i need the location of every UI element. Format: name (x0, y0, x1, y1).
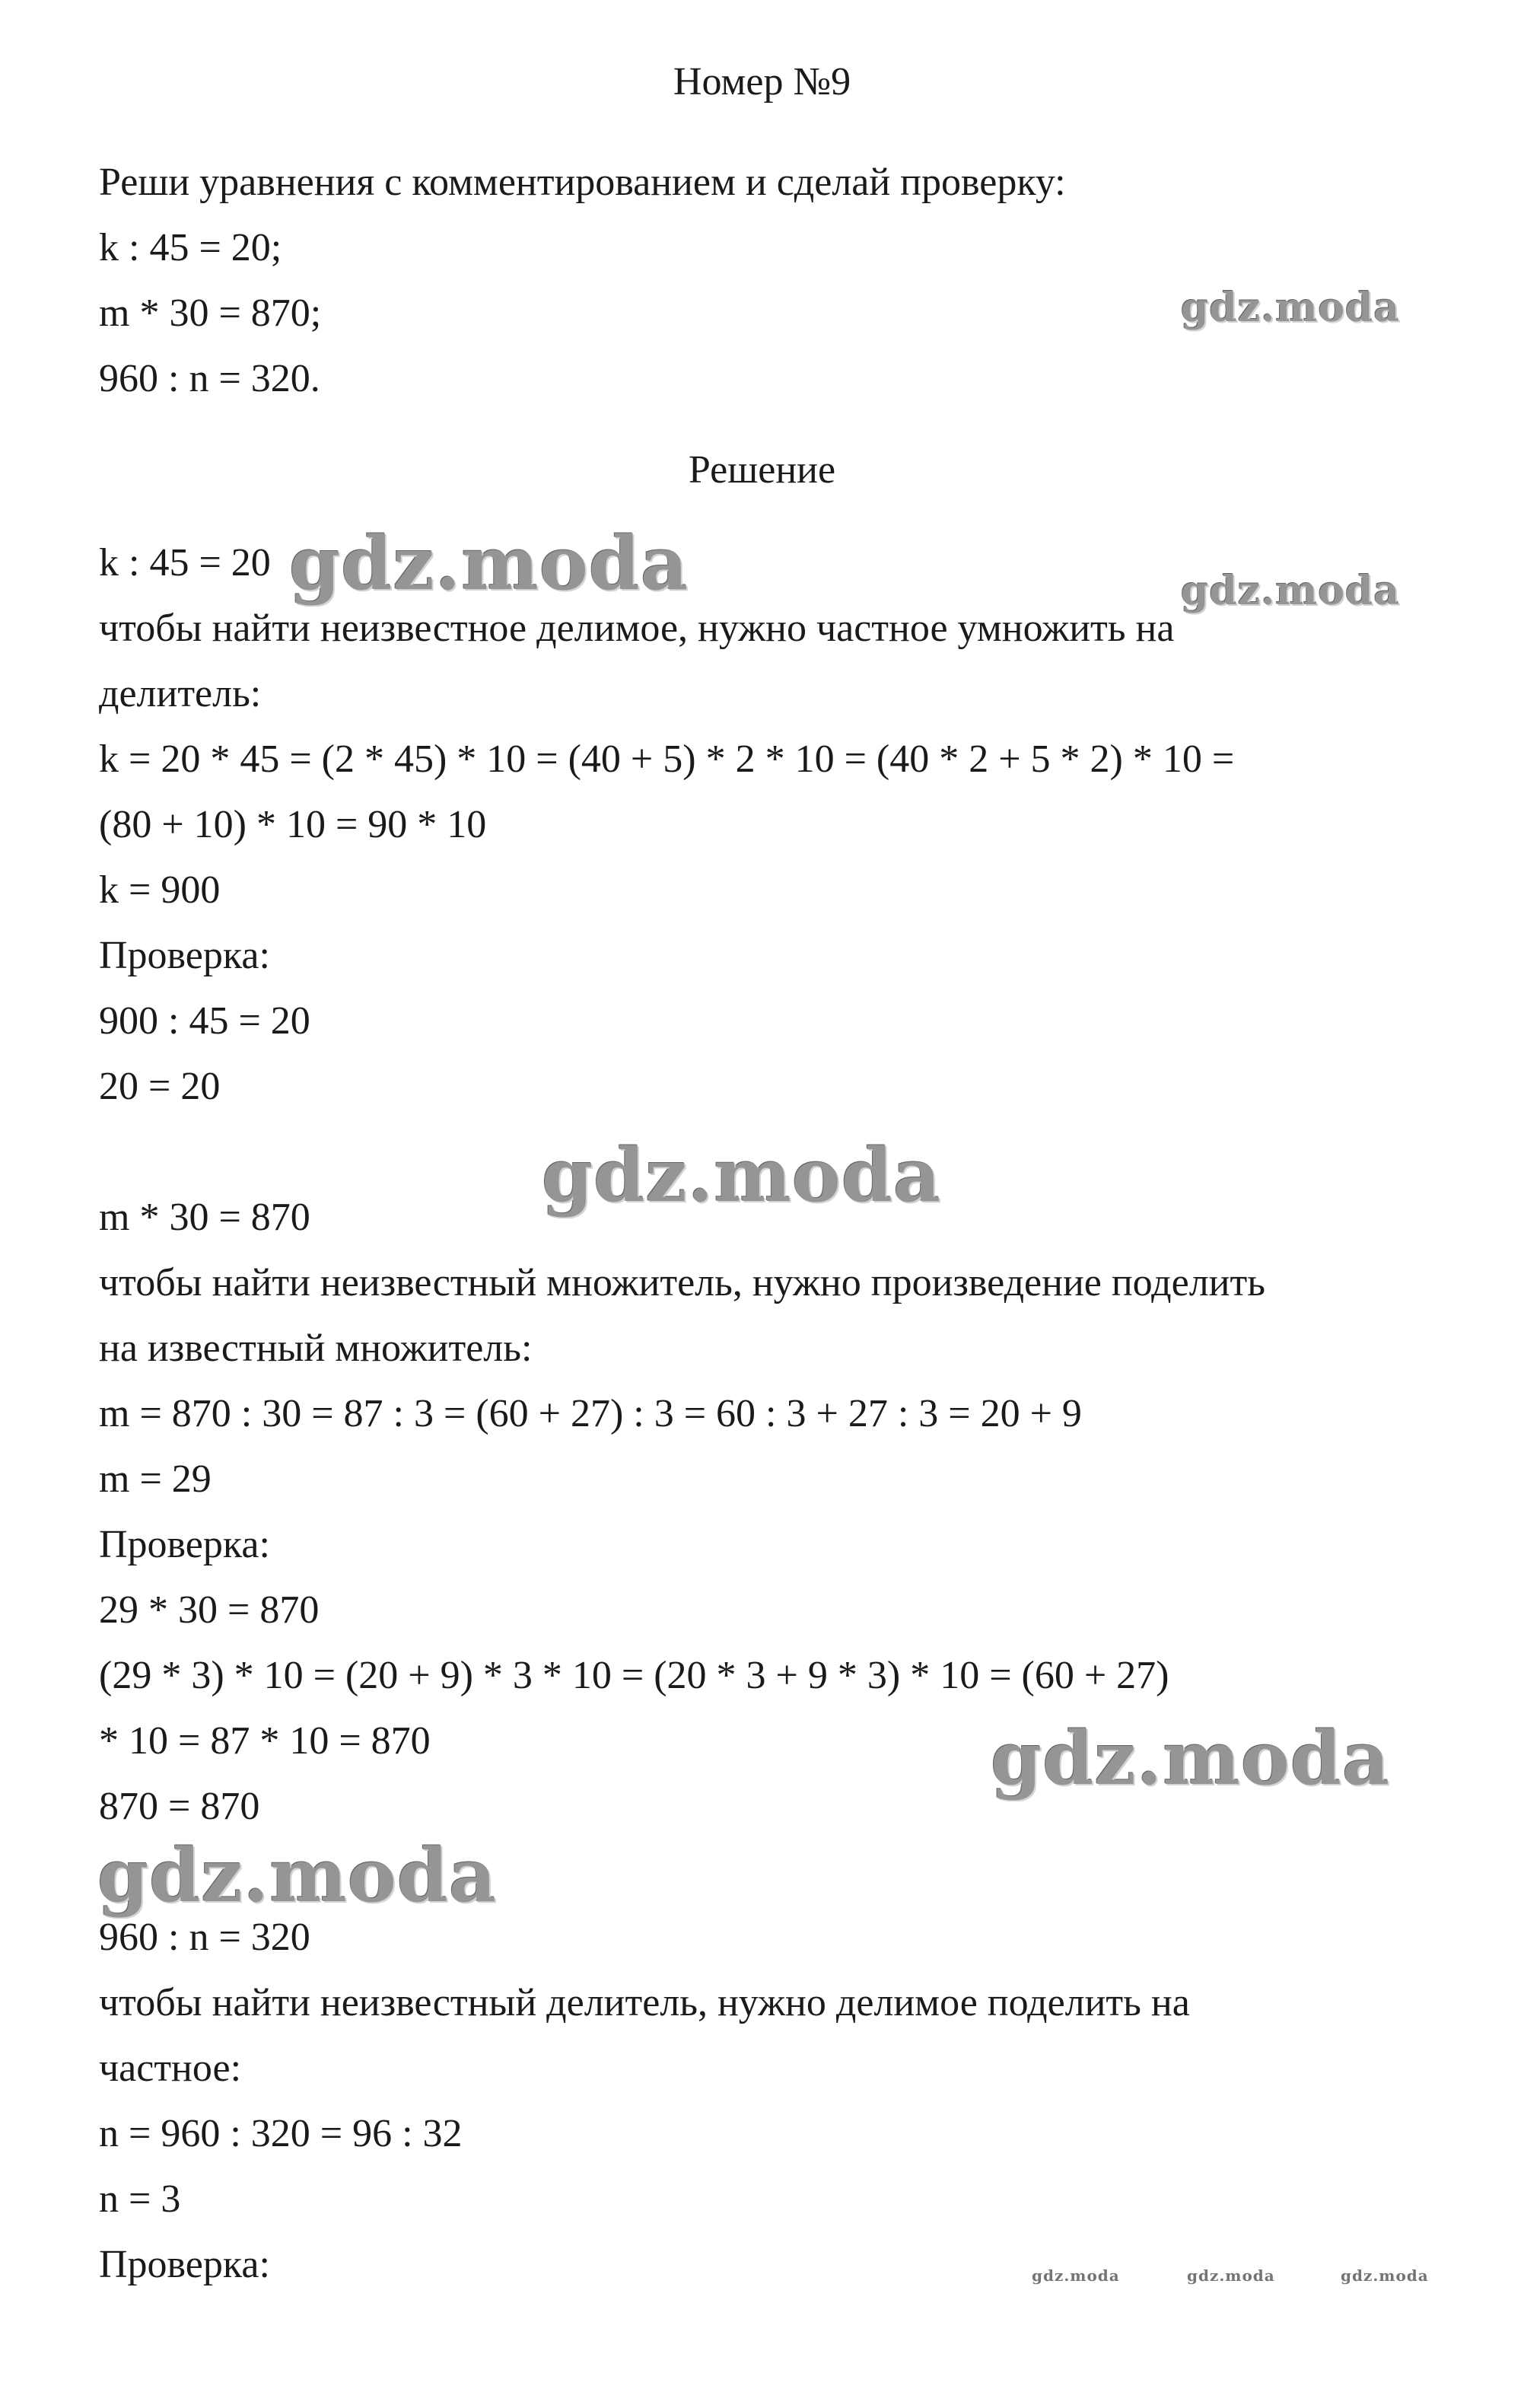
part2-check-3: * 10 = 87 * 10 = 870 (99, 1719, 431, 1763)
part1-calc-1: k = 20 * 45 = (2 * 45) * 10 = (40 + 5) * 2 * 10 = (40 * 2 + 5 * 2) * 10 = (99, 737, 1235, 781)
part2-result: m = 29 (99, 1457, 212, 1501)
watermark: gdz.moda (542, 1132, 942, 1218)
watermark: gdz.moda (991, 1715, 1391, 1801)
part2-equation: m * 30 = 870 (99, 1196, 310, 1239)
part1-calc-2: (80 + 10) * 10 = 90 * 10 (99, 803, 487, 846)
part2-comment-1: чтобы найти неизвестный множитель, нужно произведение поделить (99, 1261, 1265, 1304)
page-title: Номер №9 (673, 60, 851, 104)
part3-comment-1: чтобы найти неизвестный делитель, нужно делимое поделить на (99, 1981, 1190, 2024)
part2-check-label: Проверка: (99, 1523, 270, 1566)
watermark: gdz.moda (1181, 285, 1401, 331)
part3-calc-1: n = 960 : 320 = 96 : 32 (99, 2112, 463, 2155)
part2-comment-2: на известный множитель: (99, 1327, 533, 1370)
task-equation-3: 960 : n = 320. (99, 357, 320, 400)
part1-comment-2: делитель: (99, 672, 262, 715)
part1-check-1: 900 : 45 = 20 (99, 999, 310, 1043)
watermark: gdz.moda (289, 521, 689, 607)
task-equation-2: m * 30 = 870; (99, 291, 322, 335)
part2-check-2: (29 * 3) * 10 = (20 + 9) * 3 * 10 = (20 * 3 + 9 * 3) * 10 = (60 + 27) (99, 1654, 1169, 1697)
part1-check-2: 20 = 20 (99, 1065, 221, 1108)
part1-check-label: Проверка: (99, 934, 270, 977)
part3-check-label: Проверка: (99, 2243, 270, 2286)
watermark: gdz.moda (1341, 2266, 1429, 2285)
part1-result: k = 900 (99, 868, 221, 912)
part2-check-1: 29 * 30 = 870 (99, 1588, 320, 1632)
part1-equation: k : 45 = 20 (99, 541, 271, 584)
task-instruction: Реши уравнения с комментированием и сделай проверку: (99, 161, 1066, 204)
watermark: gdz.moda (1032, 2266, 1120, 2285)
part2-calc-1: m = 870 : 30 = 87 : 3 = (60 + 27) : 3 = 60 : 3 + 27 : 3 = 20 + 9 (99, 1392, 1082, 1435)
watermark: gdz.moda (97, 1833, 498, 1919)
part3-comment-2: частное: (99, 2046, 242, 2090)
part1-comment-1: чтобы найти неизвестное делимое, нужно частное умножить на (99, 607, 1175, 650)
solution-heading: Решение (688, 448, 836, 492)
part3-equation: 960 : n = 320 (99, 1916, 310, 1959)
watermark: gdz.moda (1181, 568, 1401, 614)
task-equation-1: k : 45 = 20; (99, 226, 282, 269)
part2-check-4: 870 = 870 (99, 1785, 260, 1828)
part3-result: n = 3 (99, 2177, 181, 2221)
watermark: gdz.moda (1187, 2266, 1275, 2285)
